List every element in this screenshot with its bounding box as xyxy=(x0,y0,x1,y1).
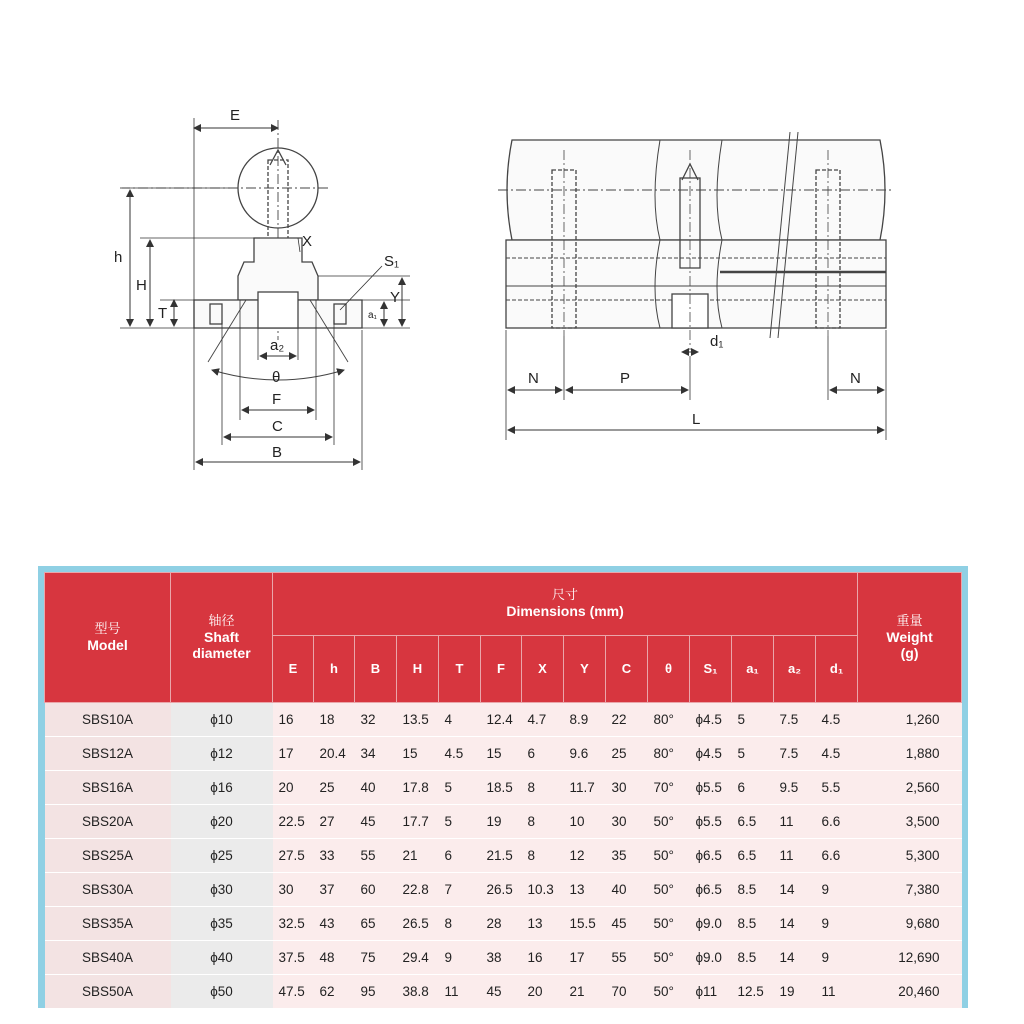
cell-dimension: 62 xyxy=(314,975,355,1009)
header-dim-col: C xyxy=(606,636,648,703)
cell-dimension: 7 xyxy=(439,873,481,907)
cell-dimension: 25 xyxy=(314,771,355,805)
cell-dimension: 11 xyxy=(439,975,481,1009)
table-row xyxy=(45,907,962,941)
cell-weight: 5,300 xyxy=(858,839,962,873)
cell-dimension: 17.8 xyxy=(397,771,439,805)
cell-dimension: ϕ6.5 xyxy=(690,873,732,907)
cell-dimension: ϕ11 xyxy=(690,975,732,1009)
header-dim-col: a₁ xyxy=(732,636,774,703)
cell-dimension: 21.5 xyxy=(481,839,522,873)
header-dimensions-en: Dimensions (mm) xyxy=(506,603,624,620)
header-dim-col: F xyxy=(481,636,522,703)
cell-dimension: 14 xyxy=(774,873,816,907)
cell-dimension: 20 xyxy=(522,975,564,1009)
cell-model: SBS40A xyxy=(45,941,171,975)
header-weight-unit: (g) xyxy=(900,644,919,661)
cell-dimension: 12.4 xyxy=(481,703,522,737)
label-B: B xyxy=(272,444,283,461)
cell-dimension: 75 xyxy=(355,941,397,975)
header-dim-col: d₁ xyxy=(816,636,858,703)
label-H: H xyxy=(136,277,147,294)
cell-weight: 20,460 xyxy=(858,975,962,1009)
cell-dimension: 15.5 xyxy=(564,907,606,941)
front-view-drawing xyxy=(120,120,362,380)
cell-dimension: 45 xyxy=(355,805,397,839)
cell-shaft: ϕ50 xyxy=(171,975,273,1009)
cell-dimension: 17 xyxy=(564,941,606,975)
cell-shaft: ϕ16 xyxy=(171,771,273,805)
cell-dimension: 15 xyxy=(397,737,439,771)
cell-dimension: 21 xyxy=(397,839,439,873)
cell-dimension: 5 xyxy=(439,771,481,805)
cell-dimension: 11.7 xyxy=(564,771,606,805)
cell-dimension: 27 xyxy=(314,805,355,839)
cell-dimension: 65 xyxy=(355,907,397,941)
cell-dimension: 19 xyxy=(774,975,816,1009)
header-dim-col: B xyxy=(355,636,397,703)
cell-model: SBS20A xyxy=(45,805,171,839)
cell-dimension: 8 xyxy=(522,771,564,805)
cell-dimension: 5 xyxy=(732,703,774,737)
cell-model: SBS12A xyxy=(45,737,171,771)
cell-dimension: 35 xyxy=(606,839,648,873)
cell-dimension: 6.5 xyxy=(732,805,774,839)
spec-table xyxy=(44,572,962,1009)
table-row xyxy=(45,703,962,737)
cell-dimension: 48 xyxy=(314,941,355,975)
header-shaft xyxy=(171,573,273,703)
cell-dimension: 70 xyxy=(606,975,648,1009)
cell-dimension: 45 xyxy=(481,975,522,1009)
header-weight-en: Weight xyxy=(886,628,933,645)
cell-dimension: 11 xyxy=(774,805,816,839)
cell-model: SBS50A xyxy=(45,975,171,1009)
cell-dimension: 45 xyxy=(606,907,648,941)
header-dim-col: H xyxy=(397,636,439,703)
cell-dimension: 13 xyxy=(522,907,564,941)
cell-shaft: ϕ12 xyxy=(171,737,273,771)
label-X: X xyxy=(302,233,313,250)
cell-dimension: 8 xyxy=(439,907,481,941)
header-dim-col: S₁ xyxy=(690,636,732,703)
cell-dimension: 47.5 xyxy=(273,975,314,1009)
table-row xyxy=(45,805,962,839)
cell-dimension: 50° xyxy=(648,975,690,1009)
label-L: L xyxy=(692,411,701,428)
cell-dimension: 8 xyxy=(522,839,564,873)
cell-dimension: 11 xyxy=(816,975,858,1009)
cell-dimension: 29.4 xyxy=(397,941,439,975)
cell-dimension: 37.5 xyxy=(273,941,314,975)
cell-dimension: 17 xyxy=(273,737,314,771)
cell-dimension: 12.5 xyxy=(732,975,774,1009)
cell-shaft: ϕ10 xyxy=(171,703,273,737)
cell-dimension: 40 xyxy=(355,771,397,805)
table-row xyxy=(45,873,962,907)
header-dimensions-cn: 尺寸 xyxy=(552,587,579,603)
header-dim-col: X xyxy=(522,636,564,703)
cell-model: SBS35A xyxy=(45,907,171,941)
header-weight xyxy=(858,573,962,703)
cell-dimension: 25 xyxy=(606,737,648,771)
cell-dimension: 10 xyxy=(564,805,606,839)
cell-model: SBS16A xyxy=(45,771,171,805)
cell-dimension: 26.5 xyxy=(397,907,439,941)
cell-dimension: 13.5 xyxy=(397,703,439,737)
cell-dimension: 30 xyxy=(273,873,314,907)
side-view-drawing xyxy=(498,132,892,350)
cell-dimension: 80° xyxy=(648,703,690,737)
table-row xyxy=(45,975,962,1009)
cell-dimension: 4.5 xyxy=(439,737,481,771)
cell-dimension: 5.5 xyxy=(816,771,858,805)
cell-dimension: 6 xyxy=(439,839,481,873)
cell-dimension: 22.8 xyxy=(397,873,439,907)
cell-dimension: 7.5 xyxy=(774,737,816,771)
header-shaft-en-2: diameter xyxy=(192,644,251,661)
cell-model: SBS30A xyxy=(45,873,171,907)
header-dim-col: θ xyxy=(648,636,690,703)
header-weight-cn: 重量 xyxy=(896,612,923,628)
label-P: P xyxy=(620,370,631,387)
table-row xyxy=(45,737,962,771)
label-F: F xyxy=(272,391,282,408)
cell-dimension: 8.5 xyxy=(732,873,774,907)
cell-dimension: 50° xyxy=(648,805,690,839)
cell-dimension: 14 xyxy=(774,907,816,941)
cell-dimension: 8.9 xyxy=(564,703,606,737)
cell-dimension: 17.7 xyxy=(397,805,439,839)
label-h: h xyxy=(114,249,123,266)
cell-dimension: 22.5 xyxy=(273,805,314,839)
header-model-en: Model xyxy=(87,636,128,653)
cell-dimension: 9 xyxy=(816,941,858,975)
cell-dimension: 50° xyxy=(648,907,690,941)
cell-dimension: 16 xyxy=(273,703,314,737)
cell-dimension: 9 xyxy=(816,873,858,907)
cell-dimension: 21 xyxy=(564,975,606,1009)
header-dim-col: T xyxy=(439,636,481,703)
cell-dimension: 5 xyxy=(732,737,774,771)
cell-dimension: 18.5 xyxy=(481,771,522,805)
cell-dimension: ϕ9.0 xyxy=(690,941,732,975)
label-C: C xyxy=(272,418,283,435)
label-N-left: N xyxy=(528,370,539,387)
cell-dimension: 20.4 xyxy=(314,737,355,771)
cell-dimension: 26.5 xyxy=(481,873,522,907)
label-Y: Y xyxy=(390,289,401,306)
cell-dimension: 9.6 xyxy=(564,737,606,771)
cell-dimension: ϕ5.5 xyxy=(690,805,732,839)
header-shaft-en-1: Shaft xyxy=(204,628,239,645)
cell-dimension: 8 xyxy=(522,805,564,839)
header-dim-col: h xyxy=(314,636,355,703)
cell-dimension: 13 xyxy=(564,873,606,907)
cell-weight: 12,690 xyxy=(858,941,962,975)
cell-shaft: ϕ40 xyxy=(171,941,273,975)
header-dimensions xyxy=(273,573,858,636)
header-dim-col: E xyxy=(273,636,314,703)
cell-dimension: 50° xyxy=(648,839,690,873)
cell-dimension: 6 xyxy=(732,771,774,805)
cell-dimension: 8.5 xyxy=(732,907,774,941)
cell-dimension: 20 xyxy=(273,771,314,805)
cell-dimension: 22 xyxy=(606,703,648,737)
cell-weight: 1,260 xyxy=(858,703,962,737)
cell-dimension: 70° xyxy=(648,771,690,805)
cell-dimension: ϕ4.5 xyxy=(690,737,732,771)
cell-dimension: 4 xyxy=(439,703,481,737)
cell-dimension: 18 xyxy=(314,703,355,737)
header-shaft-cn: 轴径 xyxy=(208,612,235,628)
cell-dimension: 7.5 xyxy=(774,703,816,737)
cell-dimension: 32 xyxy=(355,703,397,737)
cell-dimension: 55 xyxy=(606,941,648,975)
cell-model: SBS25A xyxy=(45,839,171,873)
cell-dimension: 28 xyxy=(481,907,522,941)
cell-dimension: 27.5 xyxy=(273,839,314,873)
spec-table-frame xyxy=(38,566,968,1008)
cell-shaft: ϕ30 xyxy=(171,873,273,907)
label-S1: S₁ xyxy=(384,253,400,270)
cell-weight: 2,560 xyxy=(858,771,962,805)
cell-dimension: 19 xyxy=(481,805,522,839)
table-row xyxy=(45,771,962,805)
cell-weight: 7,380 xyxy=(858,873,962,907)
cell-dimension: 10.3 xyxy=(522,873,564,907)
cell-dimension: 34 xyxy=(355,737,397,771)
spec-table-body xyxy=(45,703,962,1009)
cell-dimension: ϕ5.5 xyxy=(690,771,732,805)
cell-dimension: ϕ4.5 xyxy=(690,703,732,737)
header-model-cn: 型号 xyxy=(94,620,121,636)
header-model xyxy=(45,573,171,703)
cell-dimension: ϕ9.0 xyxy=(690,907,732,941)
cell-dimension: 30 xyxy=(606,805,648,839)
table-row xyxy=(45,839,962,873)
header-dim-col: a₂ xyxy=(774,636,816,703)
cell-dimension: 80° xyxy=(648,737,690,771)
cell-shaft: ϕ35 xyxy=(171,907,273,941)
cell-weight: 1,880 xyxy=(858,737,962,771)
cell-dimension: 6.5 xyxy=(732,839,774,873)
label-N-right: N xyxy=(850,370,861,387)
table-row xyxy=(45,941,962,975)
cell-dimension: 4.7 xyxy=(522,703,564,737)
cell-dimension: 6 xyxy=(522,737,564,771)
cell-dimension: 32.5 xyxy=(273,907,314,941)
cell-dimension: 9 xyxy=(816,907,858,941)
cell-dimension: 4.5 xyxy=(816,703,858,737)
cell-dimension: 6.6 xyxy=(816,805,858,839)
label-a1: a₁ xyxy=(368,310,377,321)
cell-dimension: ϕ6.5 xyxy=(690,839,732,873)
label-E: E xyxy=(230,107,241,124)
cell-dimension: 33 xyxy=(314,839,355,873)
cell-dimension: 14 xyxy=(774,941,816,975)
cell-weight: 9,680 xyxy=(858,907,962,941)
cell-dimension: 37 xyxy=(314,873,355,907)
cell-dimension: 30 xyxy=(606,771,648,805)
cell-dimension: 15 xyxy=(481,737,522,771)
label-a2: a₂ xyxy=(270,337,285,354)
cell-dimension: 9 xyxy=(439,941,481,975)
cell-dimension: 55 xyxy=(355,839,397,873)
cell-dimension: 95 xyxy=(355,975,397,1009)
cell-dimension: 50° xyxy=(648,873,690,907)
cell-dimension: 43 xyxy=(314,907,355,941)
cell-dimension: 8.5 xyxy=(732,941,774,975)
cell-dimension: 38 xyxy=(481,941,522,975)
cell-dimension: 5 xyxy=(439,805,481,839)
cell-dimension: 40 xyxy=(606,873,648,907)
cell-dimension: 60 xyxy=(355,873,397,907)
cell-dimension: 9.5 xyxy=(774,771,816,805)
cell-dimension: 4.5 xyxy=(816,737,858,771)
cell-shaft: ϕ25 xyxy=(171,839,273,873)
cell-dimension: 11 xyxy=(774,839,816,873)
cell-dimension: 50° xyxy=(648,941,690,975)
cell-dimension: 12 xyxy=(564,839,606,873)
cell-model: SBS10A xyxy=(45,703,171,737)
cell-dimension: 16 xyxy=(522,941,564,975)
label-theta: θ xyxy=(272,369,281,386)
header-dim-col: Y xyxy=(564,636,606,703)
cell-dimension: 6.6 xyxy=(816,839,858,873)
cell-dimension: 38.8 xyxy=(397,975,439,1009)
cell-shaft: ϕ20 xyxy=(171,805,273,839)
label-T: T xyxy=(158,305,168,322)
label-d1: d₁ xyxy=(710,333,724,350)
cell-weight: 3,500 xyxy=(858,805,962,839)
